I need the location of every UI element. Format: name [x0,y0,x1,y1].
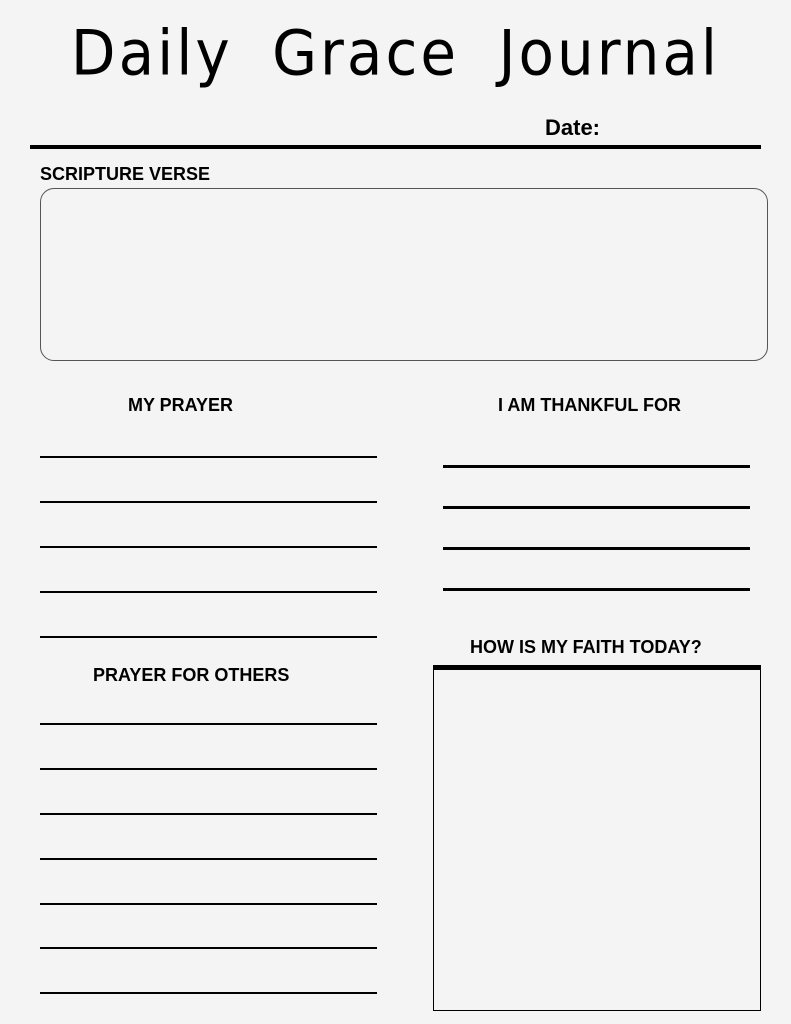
faith-today-box[interactable] [433,665,761,1011]
prayer-for-others-line[interactable] [40,723,377,725]
thankful-line[interactable] [443,588,750,591]
scripture-verse-heading: SCRIPTURE VERSE [40,164,211,184]
my-prayer-heading: MY PRAYER [128,395,234,415]
prayer-for-others-line[interactable] [40,858,377,860]
header-divider [30,145,761,149]
thankful-line[interactable] [443,465,750,468]
thankful-line[interactable] [443,547,750,550]
thankful-line[interactable] [443,506,750,509]
thankful-heading: I AM THANKFUL FOR [498,395,681,415]
prayer-for-others-heading: PRAYER FOR OTHERS [93,665,290,685]
faith-today-heading: HOW IS MY FAITH TODAY? [470,637,702,657]
my-prayer-line[interactable] [40,591,377,593]
my-prayer-line[interactable] [40,456,377,458]
scripture-verse-box[interactable] [40,188,768,361]
my-prayer-line[interactable] [40,546,377,548]
date-label: Date: [545,115,601,140]
prayer-for-others-line[interactable] [40,768,377,770]
journal-title: Daily Grace Journal [70,16,721,90]
my-prayer-line[interactable] [40,636,377,638]
prayer-for-others-line[interactable] [40,992,377,994]
my-prayer-line[interactable] [40,501,377,503]
prayer-for-others-line[interactable] [40,903,377,905]
prayer-for-others-line[interactable] [40,947,377,949]
prayer-for-others-line[interactable] [40,813,377,815]
